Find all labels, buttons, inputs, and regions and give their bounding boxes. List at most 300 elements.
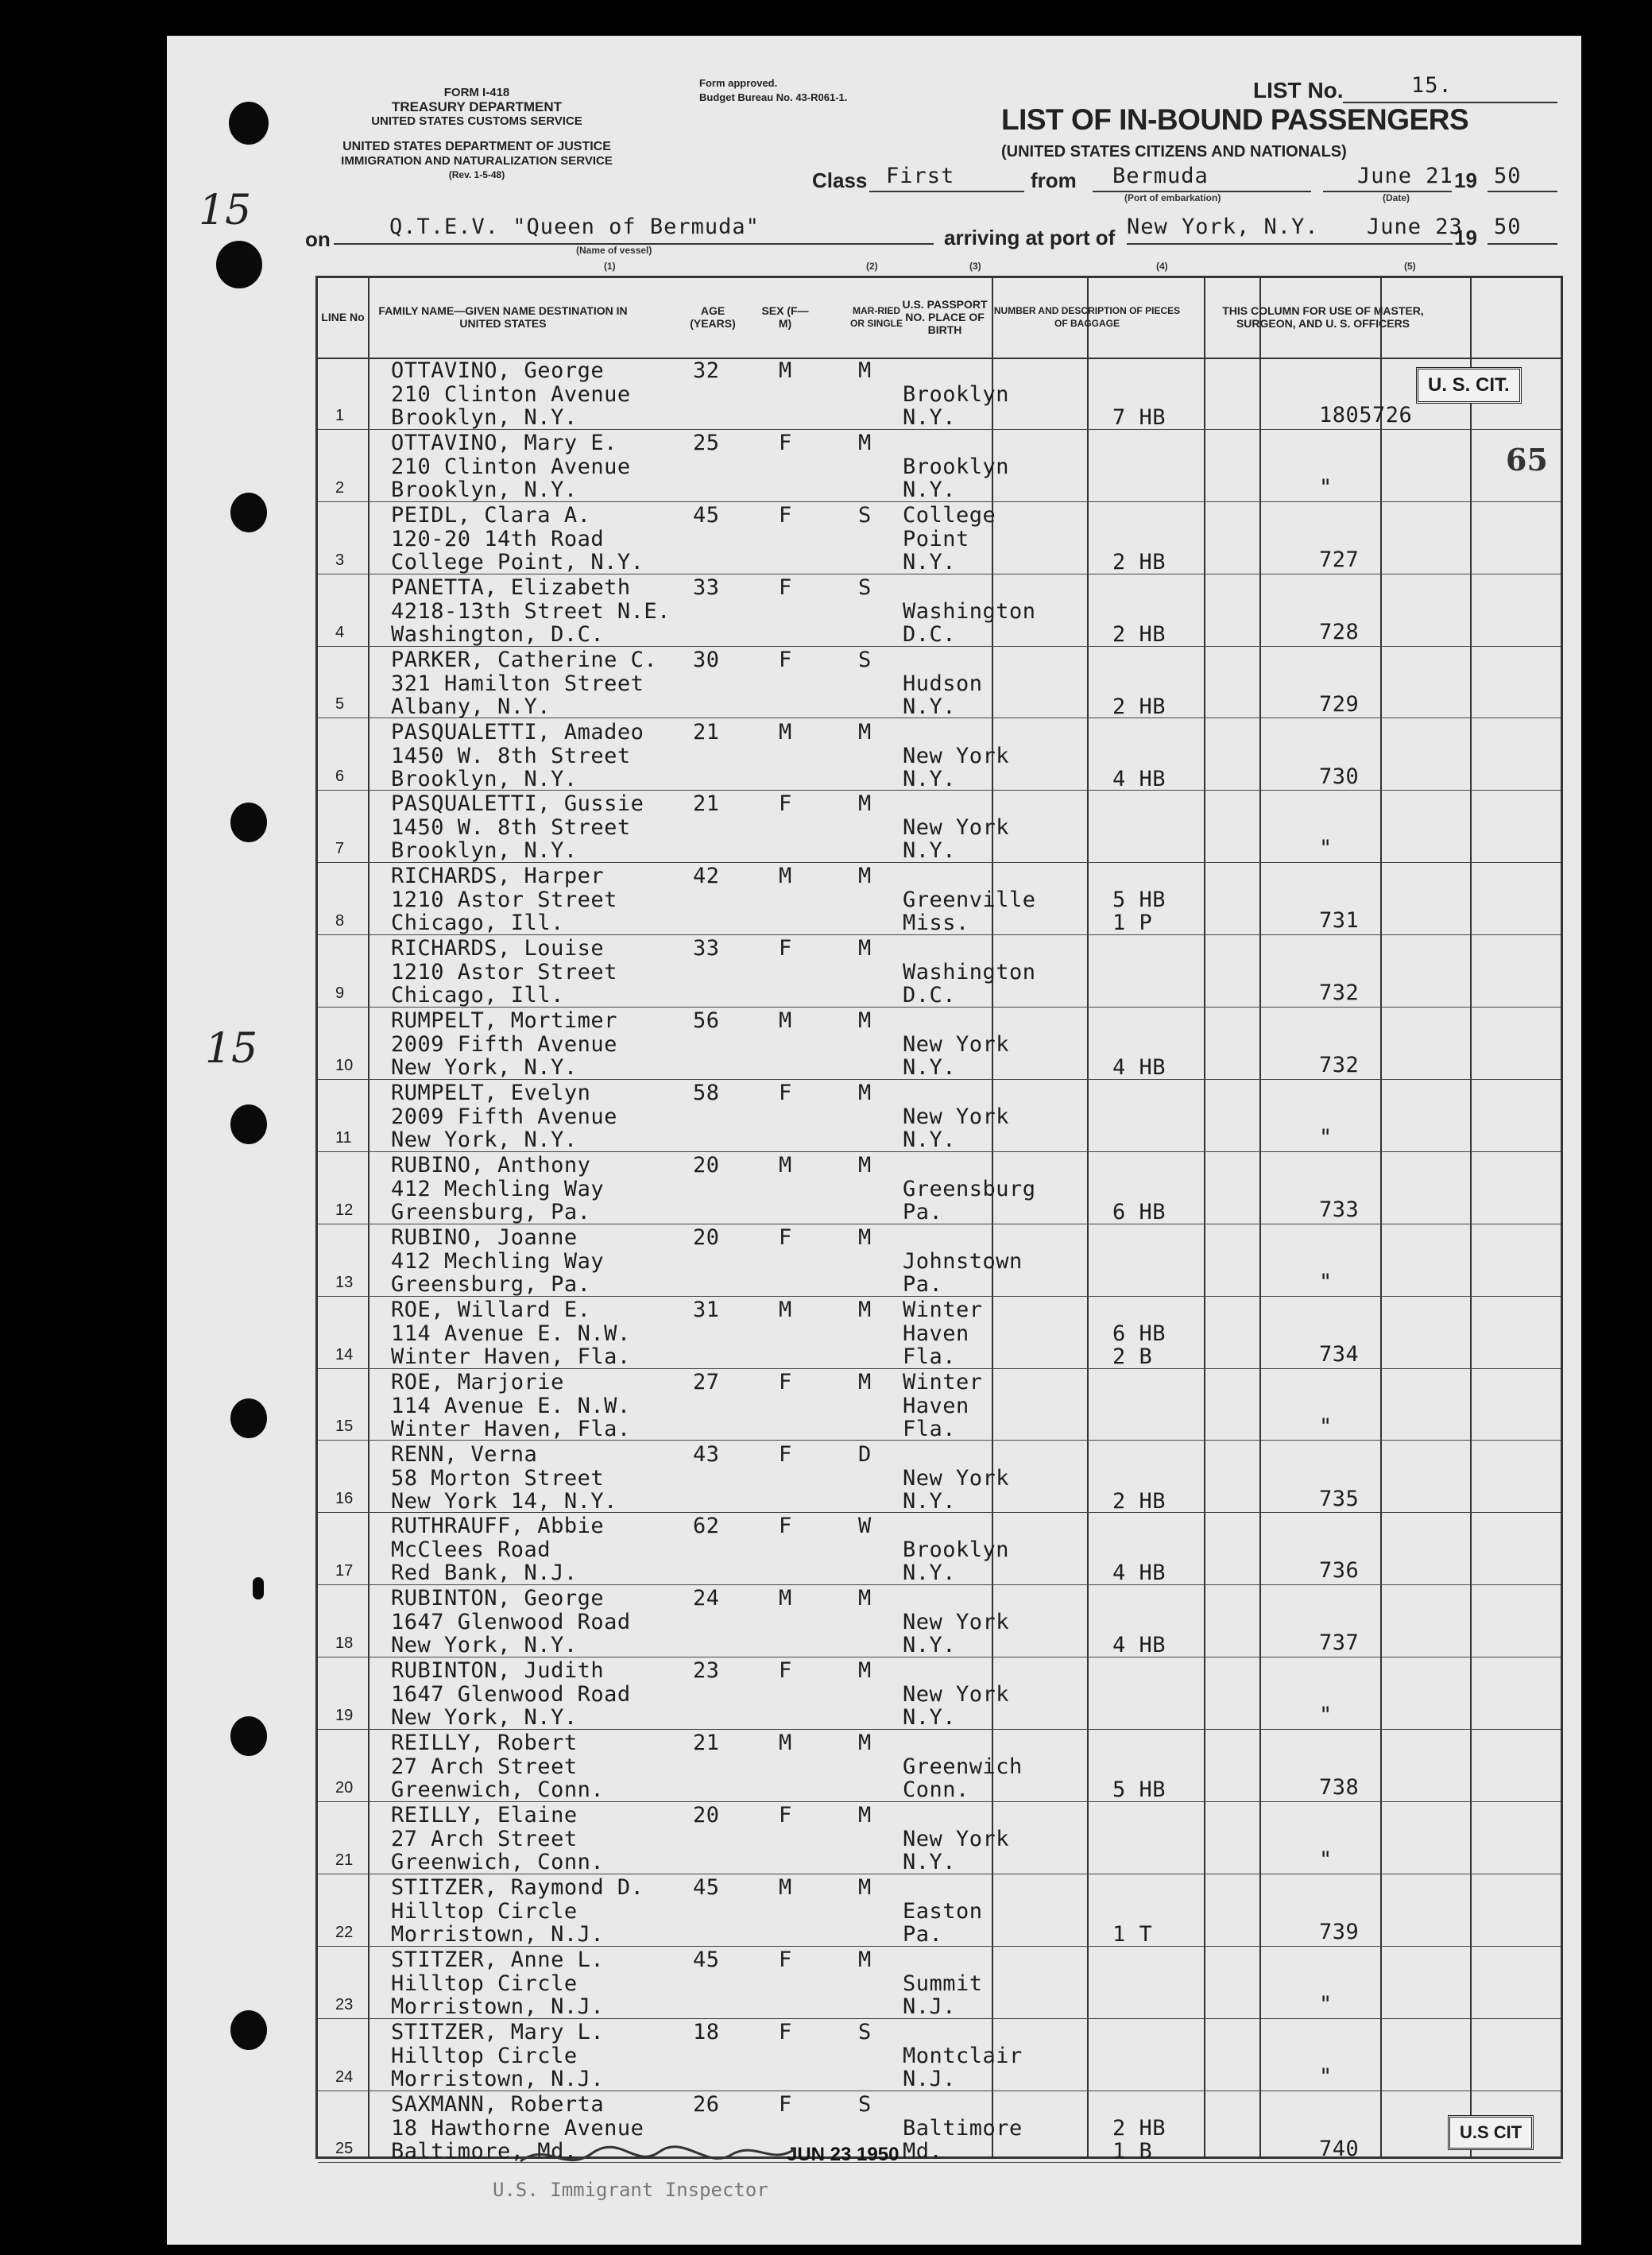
cell-addr1: 27 Arch Street [391,1754,578,1780]
cell-birth3: N.Y. [903,1705,957,1731]
cell-birth2: Brooklyn [903,1538,1010,1563]
punch-hole [230,1104,267,1144]
cell-name: RUBINTON, George [391,1586,605,1611]
cell-ms: M [858,791,872,817]
cell-birth3: N.J. [903,1994,957,2019]
from-label: from [1031,168,1077,192]
col-num-3: (3) [969,261,981,272]
cell-officer: 735 [1319,1486,1360,1511]
from-value: Bermuda [1112,164,1209,188]
header-baggage: NUMBER AND DESCRIPTION OF PIECES OF BAGGAGE [993,305,1181,329]
cell-age: 25 [693,430,720,455]
cell-addr2: Morristown, N.J. [391,1921,605,1947]
year-prefix-1: 19 [1454,168,1477,192]
cell-sex: F [779,936,792,961]
cell-bag2: 1 T [1112,1921,1153,1947]
table-row [318,935,1561,1008]
cell-sex: F [779,574,792,600]
table-row [318,791,1561,863]
cell-birth3: Pa. [903,1199,943,1224]
document-subtitle: (UNITED STATES CITIZENS AND NATIONALS) [1001,143,1347,161]
table-row [318,1513,1561,1585]
cell-birth2: New York [903,1465,1010,1491]
cell-sex: F [779,2019,792,2044]
cell-birth3: N.Y. [903,1633,957,1658]
cell-officer: " [1319,2064,1333,2089]
cell-bag2: 2 HB [1112,1488,1166,1514]
table-row [318,430,1561,502]
cell-addr2: Brooklyn, N.Y. [391,766,578,791]
cell-name: STITZER, Anne L. [391,1947,605,1972]
revision: (Rev. 1-5-48) [448,169,505,180]
cell-ms: S [858,647,872,672]
table-row [318,1297,1561,1369]
cell-ms: M [858,1008,872,1034]
cell-officer: 739 [1319,1919,1360,1944]
cell-addr1: 1647 Glenwood Road [391,1610,631,1635]
cell-ms: M [858,1731,872,1756]
cell-line: 5 [335,695,345,714]
arriving-label: arriving at port of [944,226,1116,249]
cell-name: REILLY, Elaine [391,1803,578,1828]
cell-name: STITZER, Mary L. [391,2019,605,2044]
cell-addr2: College Point, N.Y. [391,549,644,574]
cell-birth3: N.Y. [903,405,957,430]
cell-birth3: N.Y. [903,549,957,574]
inspector-caption: U.S. Immigrant Inspector [493,2179,768,2201]
cell-name: PEIDL, Clara A. [391,502,591,528]
cell-bag2: 2 HB [1112,694,1166,719]
list-no: 15. [1411,73,1453,98]
punch-hole [229,102,269,145]
margin-tally-top: 15 [199,187,252,234]
cell-officer: " [1319,1414,1333,1439]
cell-ms: M [858,1081,872,1105]
table-row [318,358,1561,430]
cell-officer: " [1319,1269,1333,1294]
cell-age: 21 [693,1731,720,1756]
cell-bag1: 2 HB [1112,2115,1166,2141]
year-line-2 [1488,243,1557,245]
cell-ms: M [858,1152,872,1178]
cell-age: 33 [693,936,720,961]
cell-officer: " [1319,1847,1333,1872]
cell-name: ROE, Willard E. [391,1297,591,1322]
cell-ms: S [858,2019,872,2044]
cell-bag1: 5 HB [1112,888,1166,913]
cell-name: STITZER, Raymond D. [391,1874,644,1900]
cell-birth2: Greensburg [903,1176,1036,1201]
cell-age: 18 [693,2019,720,2044]
cell-age: 20 [693,1152,720,1178]
cell-age: 24 [693,1586,720,1611]
cell-birth3: N.Y. [903,766,957,791]
cell-ms: M [858,1224,872,1250]
cell-sex: M [779,1731,792,1756]
cell-line: 8 [335,912,345,930]
cell-officer: 740 [1319,2136,1360,2161]
cell-birth3: N.J. [903,2066,957,2091]
year-line-1 [1488,191,1557,192]
cell-name: PANETTA, Elizabeth [391,574,631,600]
inspector-signature [516,2137,803,2177]
cell-age: 56 [693,1008,720,1034]
cell-addr2: New York, N.Y. [391,1705,578,1731]
cell-ms: M [858,430,872,455]
cell-addr2: New York, N.Y. [391,1128,578,1152]
cell-addr1: McClees Road [391,1538,551,1563]
cell-ms: M [858,1586,872,1611]
cell-addr2: Winter Haven, Fla. [391,1416,631,1441]
cell-birth2: Haven [903,1393,969,1418]
cell-addr1: 1450 W. 8th Street [391,743,631,768]
table-row [318,574,1561,647]
cell-addr1: 2009 Fifth Avenue [391,1032,617,1058]
cell-age: 20 [693,1803,720,1828]
cell-line: 25 [335,2140,354,2158]
cell-addr1: 114 Avenue E. N.W. [391,1393,631,1418]
cell-addr2: Greenwich, Conn. [391,1777,605,1803]
cell-ms: M [858,1947,872,1972]
cell-sex: M [779,1874,792,1900]
cell-birth3: N.Y. [903,477,957,502]
col-num-2: (2) [866,261,878,272]
cell-bag2: 4 HB [1112,766,1166,791]
cell-age: 32 [693,358,720,383]
cell-addr1: Hilltop Circle [391,1971,578,1996]
date-caption: (Date) [1383,192,1410,203]
cell-officer: 732 [1319,1053,1360,1078]
cell-line: 15 [335,1418,354,1436]
cell-sex: F [779,1224,792,1250]
cell-line: 2 [335,478,345,497]
cell-officer: 733 [1319,1197,1360,1222]
cell-addr2: New York 14, N.Y. [391,1488,617,1514]
cell-birth3: D.C. [903,621,957,647]
table-row [318,2019,1561,2091]
cell-birth3: Md. [903,2138,943,2164]
cell-ms: M [858,936,872,961]
table-row [318,1224,1561,1297]
punch-hole [230,1398,267,1438]
cell-line: 18 [335,1634,354,1653]
cell-birth2: Washington [903,598,1036,624]
cell-birth2: New York [903,1610,1010,1635]
punch-hole [230,2010,267,2050]
cell-birth1: Winter [903,1297,983,1322]
cell-line: 16 [335,1490,354,1508]
cell-line: 13 [335,1273,354,1291]
cell-line: 21 [335,1851,354,1869]
col-num-4: (4) [1156,261,1168,272]
cell-sex: F [779,430,792,455]
cell-birth3: N.Y. [903,1561,957,1586]
cell-birth3: Conn. [903,1777,969,1803]
passenger-table [315,276,1563,2164]
punch-hole [230,493,267,532]
cell-age: 23 [693,1658,720,1684]
date-stamp: JUN 23 1950 [787,2144,900,2165]
cell-addr1: 114 Avenue E. N.W. [391,1321,631,1346]
cell-addr1: 18 Hawthorne Avenue [391,2115,644,2141]
cell-name: PASQUALETTI, Gussie [391,791,644,817]
cell-line: 10 [335,1056,354,1074]
us-citizen-stamp-bottom: U.S CIT [1448,2115,1534,2150]
cell-age: 26 [693,2091,720,2117]
header-officers: THIS COLUMN FOR USE OF MASTER, SURGEON, AND U. S. OFFICERS [1222,304,1424,330]
cell-name: RUBINO, Anthony [391,1152,591,1178]
cell-addr1: 4218-13th Street N.E. [391,598,671,624]
cell-bag2: 1 B [1112,2138,1153,2164]
cell-birth3: Fla. [903,1416,957,1441]
cell-sex: F [779,1081,792,1105]
cell-age: 27 [693,1369,720,1394]
cell-addr2: Red Bank, N.J. [391,1561,578,1586]
cell-addr2: Brooklyn, N.Y. [391,838,578,864]
cell-sex: F [779,1369,792,1394]
us-citizen-stamp: U. S. CIT. [1416,367,1522,404]
cell-line: 23 [335,1995,354,2013]
cell-bag2: 4 HB [1112,1055,1166,1081]
punch-hole [253,1577,264,1599]
cell-sex: F [779,1514,792,1539]
cell-addr1: 210 Clinton Avenue [391,454,631,479]
cell-bag2: 7 HB [1112,405,1166,430]
cell-ms: M [858,864,872,889]
cell-line: 22 [335,1923,354,1941]
cell-officer: 727 [1319,547,1360,572]
cell-addr1: 58 Morton Street [391,1465,605,1491]
cell-sex: F [779,502,792,528]
cell-officer: " [1319,1125,1333,1150]
cell-line: 9 [335,984,345,1003]
cell-birth2: Montclair [903,2043,1023,2068]
cell-birth3: N.Y. [903,1128,957,1152]
cell-addr1: 1210 Astor Street [391,960,617,985]
cell-addr2: Greensburg, Pa. [391,1271,591,1297]
cell-addr1: 210 Clinton Avenue [391,382,631,407]
cell-bag1: 6 HB [1112,1321,1166,1346]
table-row [318,1441,1561,1514]
cell-line: 17 [335,1562,354,1580]
table-row [318,1802,1561,1874]
cell-line: 11 [335,1128,352,1147]
cell-sex: F [779,1658,792,1684]
cell-sex: F [779,2091,792,2117]
cell-birth2: New York [903,1104,1010,1129]
table-row [318,502,1561,574]
cell-addr2: Morristown, N.J. [391,2066,605,2091]
header-age: AGE (YEARS) [690,304,736,330]
cell-birth3: N.Y. [903,838,957,864]
cell-officer: " [1319,474,1333,500]
cell-ms: S [858,574,872,600]
cell-birth3: Miss. [903,911,969,936]
customs-service: UNITED STATES CUSTOMS SERVICE [371,114,582,128]
cell-birth2: Washington [903,960,1036,985]
cell-age: 20 [693,1224,720,1250]
arrival-line [1127,243,1453,245]
cell-officer: 734 [1319,1341,1360,1367]
cell-ms: M [858,358,872,383]
cell-sex: F [779,1947,792,1972]
cell-name: RUMPELT, Mortimer [391,1008,617,1034]
cell-bag2: 5 HB [1112,1777,1166,1803]
cell-bag2: 2 HB [1112,621,1166,647]
cell-addr1: 1210 Astor Street [391,888,617,913]
cell-sex: F [779,1441,792,1467]
cell-name: REILLY, Robert [391,1731,578,1756]
table-row [318,1730,1561,1802]
row-rule [318,2162,1561,2163]
cell-age: 45 [693,1947,720,1972]
cell-addr1: 27 Arch Street [391,1827,578,1851]
cell-age: 42 [693,864,720,889]
col-num-1: (1) [604,261,616,272]
cell-line: 4 [335,623,345,641]
cell-birth3: N.Y. [903,1850,957,1874]
cell-birth3: Fla. [903,1344,957,1369]
table-row [318,1369,1561,1441]
cell-ms: M [858,1297,872,1322]
cell-officer: 736 [1319,1558,1360,1584]
margin-tally-mid: 15 [205,1025,258,1073]
cell-line: 12 [335,1201,354,1219]
cell-age: 45 [693,1874,720,1900]
cell-officer: 730 [1319,764,1360,789]
cell-officer: 737 [1319,1630,1360,1656]
table-row [318,1947,1561,2019]
col-num-5: (5) [1404,261,1416,272]
cell-officer: 728 [1319,619,1360,644]
cell-line: 7 [335,840,345,858]
justice-dept: UNITED STATES DEPARTMENT OF JUSTICE [342,140,611,153]
cell-birth3: N.Y. [903,1488,957,1514]
cell-birth3: N.Y. [903,1055,957,1081]
cell-ms: D [858,1441,872,1467]
cell-officer: " [1319,836,1333,861]
cell-sex: M [779,1152,792,1178]
cell-name: PARKER, Catherine C. [391,647,658,672]
cell-addr2: Morristown, N.J. [391,1994,605,2019]
document-title: LIST OF IN-BOUND PASSENGERS [1001,103,1469,136]
cell-name: RICHARDS, Harper [391,864,605,889]
embark-year: 50 [1494,164,1522,188]
cell-officer: 1805726 [1319,403,1413,427]
cell-birth2: Summit [903,1971,983,1996]
cell-ms: M [858,1369,872,1394]
cell-age: 45 [693,502,720,528]
table-row [318,647,1561,719]
cell-line: 24 [335,2067,354,2086]
cell-age: 43 [693,1441,720,1467]
cell-ms: S [858,2091,872,2117]
cell-bag2: 1 P [1112,911,1153,936]
cell-name: OTTAVINO, Mary E. [391,430,617,455]
cell-birth3: Pa. [903,1271,943,1297]
cell-birth2: Easton [903,1898,983,1924]
cell-addr2: New York, N.Y. [391,1633,578,1658]
cell-bag2: 4 HB [1112,1561,1166,1586]
cell-line: 19 [335,1707,354,1725]
table-row [318,719,1561,791]
header-sex: SEX (F—M) [761,304,809,330]
cell-officer: " [1319,1991,1333,2017]
cell-sex: M [779,719,792,745]
form-approved: Form approved. [699,77,778,89]
cell-sex: F [779,791,792,817]
cell-officer: 729 [1319,691,1360,717]
cell-addr2: Winter Haven, Fla. [391,1344,631,1369]
cell-addr2: Washington, D.C. [391,621,605,647]
header-passport: U.S. PASSPORT NO. PLACE OF BIRTH [902,298,988,336]
form-id: FORM I-418 [443,86,510,99]
cell-name: RUTHRAUFF, Abbie [391,1514,605,1539]
cell-age: 21 [693,791,720,817]
cell-name: RENN, Verna [391,1441,538,1467]
cell-addr1: 2009 Fifth Avenue [391,1104,617,1129]
cell-name: RICHARDS, Louise [391,936,605,961]
cell-birth2: Brooklyn [903,454,1010,479]
cell-age: 30 [693,647,720,672]
table-row [318,1874,1561,1947]
table-row [318,2091,1561,2164]
cell-birth3: D.C. [903,983,957,1008]
table-row [318,863,1561,935]
cell-sex: M [779,1297,792,1322]
cell-addr2: Chicago, Ill. [391,983,564,1008]
vessel-name: Q.T.E.V. "Queen of Bermuda" [389,215,760,239]
list-no-label: LIST No. [1253,78,1344,102]
cell-addr1: 120-20 14th Road [391,526,605,551]
table-row [318,1008,1561,1080]
cell-addr1: Hilltop Circle [391,2043,578,2068]
cell-age: 58 [693,1081,720,1105]
ins-service: IMMIGRATION AND NATURALIZATION SERVICE [341,154,613,168]
cell-ms: M [858,1658,872,1684]
cell-bag2: 4 HB [1112,1633,1166,1658]
cell-line: 14 [335,1345,354,1363]
header-married: MAR-RIED OR SINGLE [849,305,903,329]
punch-hole [230,1716,267,1756]
class-label: Class [812,168,868,192]
table-row [318,1152,1561,1224]
cell-birth1: College [903,502,996,528]
cell-name: ROE, Marjorie [391,1369,564,1394]
cell-addr2: Albany, N.Y. [391,694,551,719]
cell-sex: M [779,1586,792,1611]
cell-line: 3 [335,551,345,569]
cell-ms: M [858,1874,872,1900]
cell-birth1: Winter [903,1369,983,1394]
cell-addr1: 1450 W. 8th Street [391,815,631,841]
class-value: First [886,164,955,188]
cell-officer: 731 [1319,908,1360,934]
cell-ms: S [858,502,872,528]
cell-birth2: New York [903,1827,1010,1851]
cell-addr2: Chicago, Ill. [391,911,564,936]
cell-birth2: Greenville [903,888,1036,913]
cell-officer: " [1319,1703,1333,1728]
cell-addr1: 412 Mechling Way [391,1176,605,1201]
treasury-dept: TREASURY DEPARTMENT [391,99,563,114]
cell-birth2: New York [903,1682,1010,1708]
cell-name: RUBINTON, Judith [391,1658,605,1684]
cell-age: 33 [693,574,720,600]
cell-sex: M [779,1008,792,1034]
cell-name: SAXMANN, Roberta [391,2091,605,2117]
cell-addr2: Greensburg, Pa. [391,1199,591,1224]
